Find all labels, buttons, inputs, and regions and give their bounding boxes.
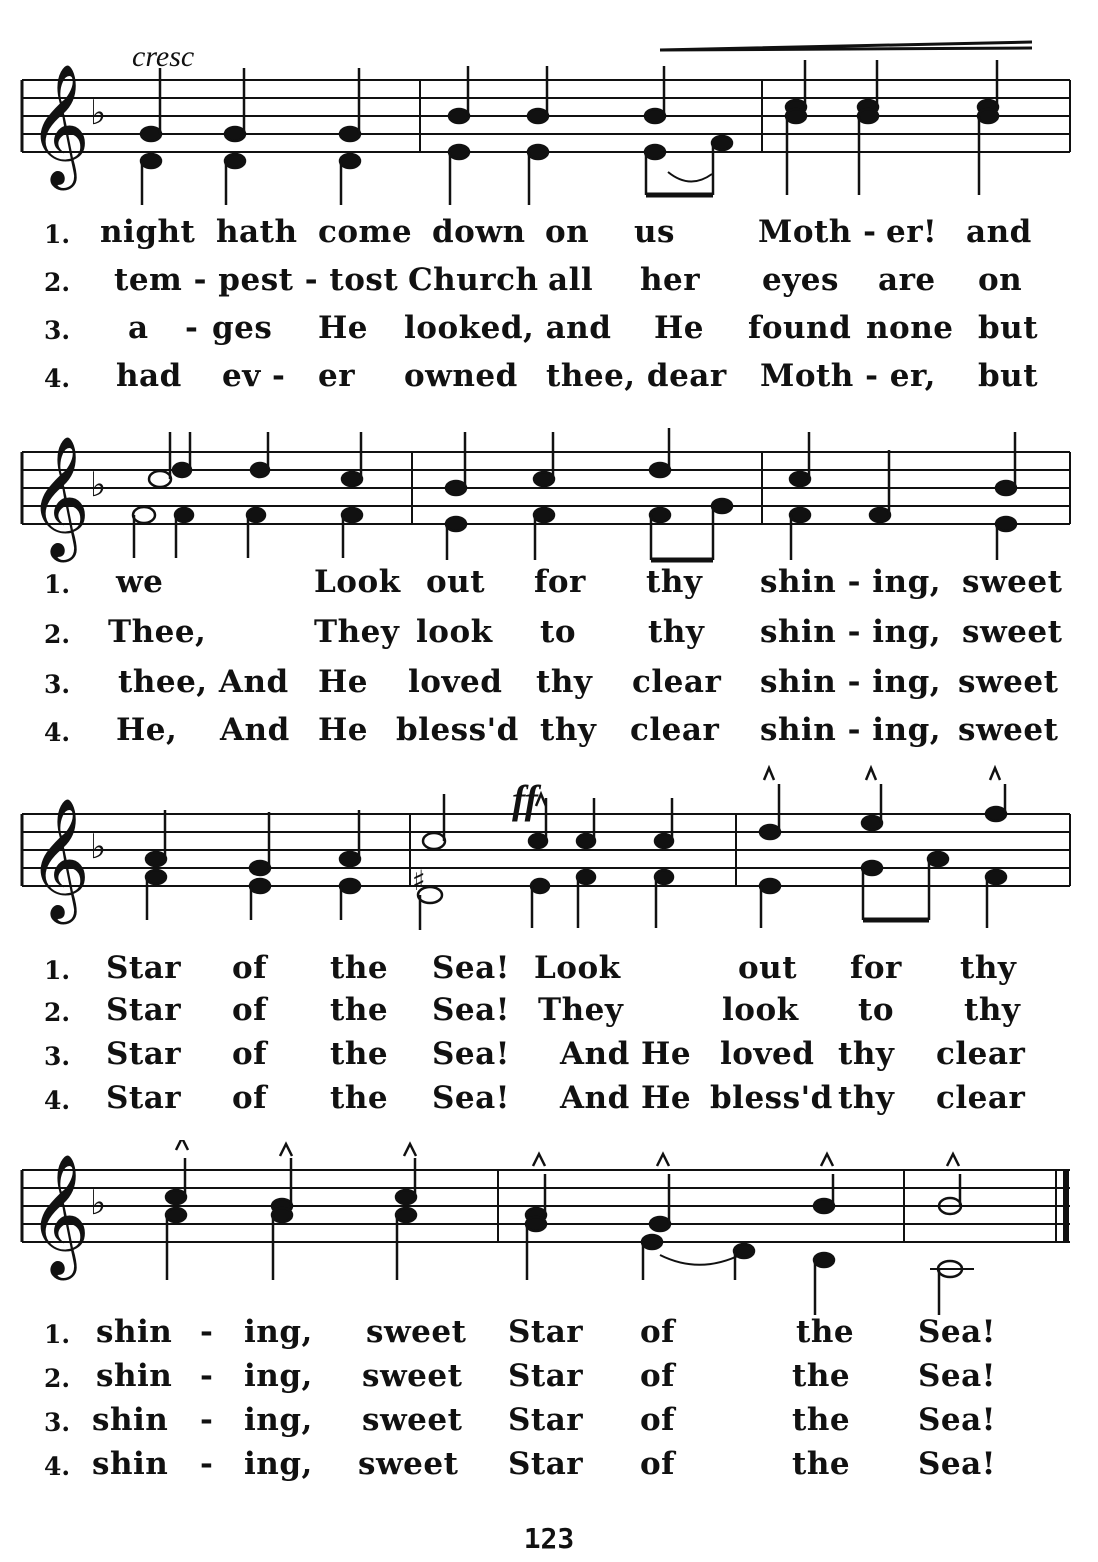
lyric-syllable: of [232,950,268,986]
lyric-syllable: out [738,950,798,986]
treble-clef-icon: 𝄞 [28,435,91,557]
lyric-syllable: looked, and [404,310,612,346]
lyric-syllable: found [748,310,852,346]
lyric-line-verse-2 [0,992,1098,1032]
verse-number: 4. [44,718,71,747]
lyric-syllable: on [545,214,590,250]
lyric-syllable: sweet [958,664,1059,700]
lyric-syllable: He [654,310,705,346]
lyric-syllable: thee, dear [546,358,727,394]
lyric-syllable: look [416,614,493,650]
treble-clef-icon: 𝄞 [28,1153,91,1275]
lyric-syllable: shin - ing, [760,664,942,700]
staff-1 [0,0,1098,210]
lyric-syllable: sweet [958,712,1059,748]
lyric-line-verse-3 [0,664,1098,704]
lyric-syllable: Sea! [432,992,510,1028]
lyric-syllable: thee, And [118,664,289,700]
lyric-syllable: had [116,358,182,394]
lyric-syllable: clear [936,1080,1026,1116]
lyric-line-verse-2 [0,1358,1098,1398]
lyric-syllable: but [978,358,1039,394]
lyric-syllable: to [858,992,894,1028]
lyric-line-verse-3 [0,1402,1098,1442]
lyric-line-verse-4 [0,358,1098,398]
lyric-syllable: us [634,214,675,250]
lyric-syllable: bless'd [396,712,519,748]
lyric-syllable: the [330,1080,389,1116]
dynamic-marking-ff: ff [512,777,538,822]
lyric-syllable: of [640,1446,676,1482]
lyric-line-verse-3 [0,1036,1098,1076]
verse-number: 2. [44,268,71,297]
lyric-line-verse-4 [0,1080,1098,1120]
lyric-syllable: sweet [962,614,1063,650]
lyric-syllable: shin - ing, [760,564,942,600]
dynamic-marking-cresc: cresc [132,40,195,73]
verse-number: 2. [44,1364,71,1393]
lyric-line-verse-3 [0,310,1098,350]
lyric-syllable: of [640,1358,676,1394]
lyric-syllable: and [966,214,1032,250]
lyric-syllable: Sea! [918,1358,996,1394]
lyric-syllable: are [878,262,936,298]
lyric-syllable: thy [536,664,593,700]
lyric-syllable: Star [508,1358,584,1394]
lyric-syllable: clear [936,1036,1026,1072]
svg-text:♯: ♯ [412,864,426,897]
treble-clef-icon: 𝄞 [28,797,91,919]
lyric-syllable: - [200,1446,214,1482]
lyric-syllable: the [796,1314,855,1350]
lyric-line-verse-1 [0,564,1098,604]
lyric-line-verse-1 [0,214,1098,254]
lyric-syllable: - [200,1314,214,1350]
verse-number: 1. [44,1320,71,1349]
lyric-syllable: tem - pest - tost [114,262,399,298]
lyric-syllable: Thee, [108,614,207,650]
lyric-syllable: er! [886,214,938,250]
lyric-line-verse-1 [0,950,1098,990]
lyric-syllable: Star [508,1314,584,1350]
lyric-syllable: Star [106,1080,182,1116]
verse-number: 2. [44,998,71,1027]
lyric-syllable: but [978,310,1039,346]
lyric-syllable: He [318,712,369,748]
lyric-syllable: of [232,1080,268,1116]
lyric-syllable: night [100,214,196,250]
lyric-syllable: thy [838,1080,895,1116]
lyric-syllable: Moth - er, [760,358,936,394]
lyric-line-verse-4 [0,1446,1098,1486]
lyric-syllable: on [978,262,1023,298]
treble-clef-icon: 𝄞 [28,63,91,185]
lyric-syllable: And [220,712,290,748]
lyric-syllable: thy [838,1036,895,1072]
lyric-syllable: He [318,310,369,346]
lyric-syllable: sweet [358,1446,459,1482]
lyric-syllable: sweet [362,1402,463,1438]
lyric-syllable: thy [646,564,703,600]
lyric-syllable: the [792,1358,851,1394]
lyric-syllable: loved [720,1036,815,1072]
lyric-syllable: Star [106,992,182,1028]
lyric-syllable: ges [212,310,273,346]
verse-number: 3. [44,670,71,699]
lyric-syllable: bless'd [710,1080,833,1116]
lyric-syllable: Sea! [918,1402,996,1438]
lyric-syllable: thy [964,992,1021,1028]
lyric-syllable: shin - ing, [760,614,942,650]
lyric-syllable: the [330,1036,389,1072]
staff-2 [0,410,1098,570]
lyric-syllable: thy [648,614,705,650]
lyric-syllable: ing, [244,1358,313,1394]
lyric-syllable: the [792,1402,851,1438]
lyric-syllable: eyes [762,262,839,298]
lyric-syllable: Sea! [432,1080,510,1116]
lyric-syllable: shin - ing, [760,712,942,748]
lyric-syllable: Star [106,950,182,986]
lyric-syllable: a [128,310,149,346]
lyric-syllable: ing, [244,1402,313,1438]
lyric-line-verse-1 [0,1314,1098,1354]
lyric-syllable: - [200,1402,214,1438]
verse-number: 3. [44,316,71,345]
lyric-syllable: er [318,358,356,394]
verse-number: 3. [44,1408,71,1437]
lyric-syllable: shin [92,1402,169,1438]
flat-key-signature-icon: ♭ [90,93,107,133]
lyric-line-verse-2 [0,262,1098,302]
lyric-syllable: shin [92,1446,169,1482]
lyric-syllable: ing, [244,1314,313,1350]
lyric-line-verse-4 [0,712,1098,752]
lyric-syllable: clear [630,712,720,748]
page-number: 123 [523,1522,575,1555]
lyric-syllable: none [866,310,954,346]
lyric-syllable: for [534,564,586,600]
lyric-syllable: all [548,262,594,298]
verse-number: 4. [44,1086,71,1115]
verse-number: 4. [44,1452,71,1481]
lyric-syllable: Moth - [758,214,877,250]
lyric-syllable: They [538,992,624,1028]
lyric-syllable: Star [106,1036,182,1072]
lyric-syllable: - [200,1358,214,1394]
verse-number: 3. [44,1042,71,1071]
lyric-syllable: of [232,992,268,1028]
lyric-syllable: And He [560,1036,692,1072]
lyric-syllable: Sea! [918,1314,996,1350]
lyric-syllable: He [318,664,369,700]
verse-number: 1. [44,220,71,249]
lyric-syllable: sweet [962,564,1063,600]
lyric-syllable: And He [560,1080,692,1116]
lyric-syllable: come [318,214,413,250]
verse-number: 2. [44,620,71,649]
lyric-syllable: down [432,214,526,250]
lyric-syllable: the [330,992,389,1028]
lyric-syllable: clear [632,664,722,700]
lyric-syllable: Look [534,950,621,986]
lyric-syllable: her [640,262,701,298]
lyric-syllable: Sea! [432,950,510,986]
lyric-syllable: loved [408,664,503,700]
lyric-syllable: shin [96,1314,173,1350]
staff-4 [0,1140,1098,1320]
lyric-syllable: owned [404,358,518,394]
lyric-syllable: - [185,310,199,346]
lyric-syllable: of [640,1314,676,1350]
lyric-syllable: He, [116,712,178,748]
lyric-syllable: of [640,1402,676,1438]
lyric-syllable: the [330,950,389,986]
lyric-syllable: Look [314,564,401,600]
lyric-syllable: Sea! [432,1036,510,1072]
verse-number: 1. [44,956,71,985]
verse-number: 4. [44,364,71,393]
lyric-syllable: look [722,992,799,1028]
flat-key-signature-icon: ♭ [90,465,107,505]
flat-key-signature-icon: ♭ [90,827,107,867]
lyric-syllable: hath [216,214,298,250]
lyric-syllable: out [426,564,486,600]
flat-key-signature-icon: ♭ [90,1183,107,1223]
lyric-syllable: to [540,614,576,650]
verse-number: 1. [44,570,71,599]
lyric-syllable: the [792,1446,851,1482]
lyric-syllable: sweet [366,1314,467,1350]
staff-3 [0,760,1098,950]
lyric-syllable: thy [960,950,1017,986]
lyric-syllable: Church [408,262,539,298]
lyric-syllable: ev - [222,358,286,394]
lyric-syllable: we [116,564,164,600]
lyric-syllable: for [850,950,902,986]
lyric-syllable: Star [508,1402,584,1438]
lyric-syllable: They [314,614,400,650]
lyric-syllable: of [232,1036,268,1072]
lyric-syllable: shin [96,1358,173,1394]
lyric-syllable: thy [540,712,597,748]
lyric-line-verse-2 [0,614,1098,654]
lyric-syllable: Sea! [918,1446,996,1482]
lyric-syllable: ing, [244,1446,313,1482]
lyric-syllable: Star [508,1446,584,1482]
lyric-syllable: sweet [362,1358,463,1394]
